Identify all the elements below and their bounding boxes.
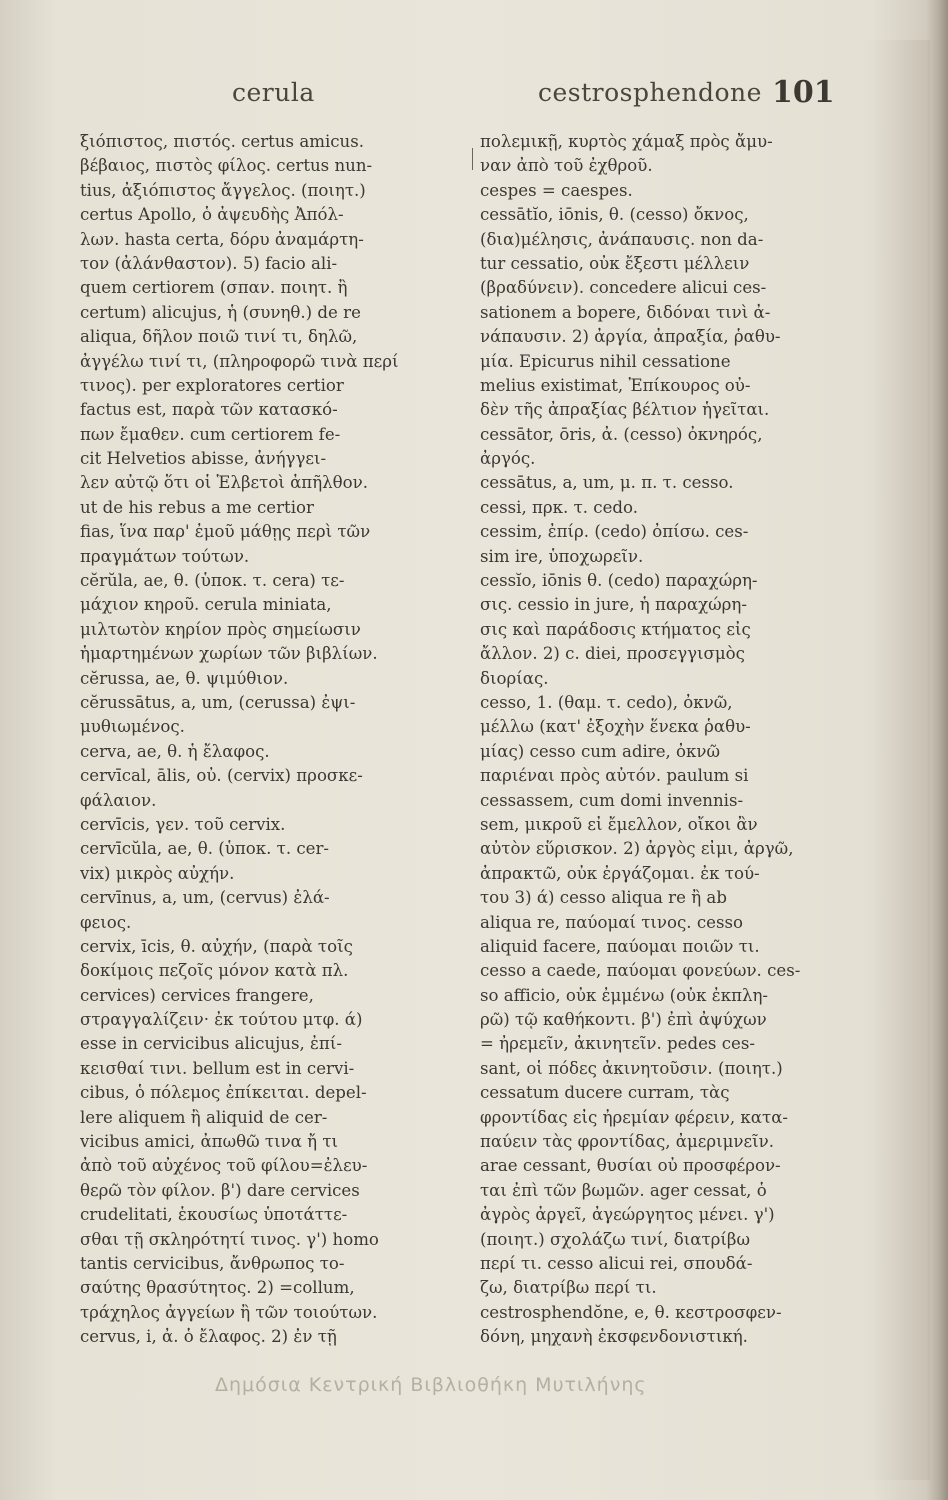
dictionary-line: ἡμαρτημένων χωρίων τῶν βιβλίων. [80,644,378,664]
dictionary-line: cesso a caede, παύομαι φονεύων. ces- [480,961,801,981]
dictionary-line: θερῶ τὸν φίλον. β') dare cervices [80,1180,360,1200]
dictionary-line: sim ire, ὑποχωρεῖν. [480,546,644,566]
dictionary-line: cervīcis, γεν. τοῦ cervix. [80,814,286,834]
dictionary-line: ut de his rebus a me certior [80,497,314,517]
dictionary-line: μία. Epicurus nihil cessatione [480,351,731,371]
left-column [80,130,468,1350]
dictionary-line: τινος). per exploratores certior [80,375,344,395]
header-guide-word-left: cerula [232,78,315,107]
dictionary-line: δὲν τῆς ἀπραξίας βέλτιον ἡγεῖται. [480,400,770,420]
dictionary-line: στραγγαλίζειν· ἐκ τούτου μτφ. ά) [80,1010,363,1030]
dictionary-line: cervus, i, ἀ. ὁ ἔλαφος. 2) ἐν τῇ [80,1327,337,1347]
dictionary-line: διορίας. [480,668,549,688]
column-divider [472,148,473,170]
dictionary-line: ρῶ) τῷ καθήκοντι. β') ἐπὶ ἀψύχων [480,1010,767,1030]
dictionary-line: sant, οἱ πόδες ἀκινητοῦσιν. (ποιητ.) [480,1058,783,1078]
dictionary-line: ἀπὸ τοῦ αὐχένος τοῦ φίλου=ἐλευ- [80,1156,368,1176]
dictionary-line: factus est, παρὰ τῶν κατασκό- [80,400,338,420]
dictionary-line: παριέναι πρὸς αὐτόν. paulum si [480,766,749,786]
dictionary-line: tius, ἀξιόπιστος ἄγγελος. (ποιητ.) [80,180,366,200]
dictionary-line: cervīcŭla, ae, θ. (ὑποκ. τ. cer- [80,839,330,859]
dictionary-line: cerva, ae, θ. ἡ ἔλαφος. [80,741,270,761]
dictionary-line: αὐτὸν εὕρισκον. 2) ἀργὸς εἰμι, ἀργῶ, [480,839,794,859]
dictionary-line: cĕrussātus, a, um, (cerussa) ἐψι- [80,692,356,712]
dictionary-line: φροντίδας εἰς ἠρεμίαν φέρειν, κατα- [480,1107,789,1127]
dictionary-line: ἀπρακτῶ, οὐκ ἐργάζομαι. ἐκ τού- [480,863,760,883]
dictionary-line: cervices) cervices frangere, [80,985,314,1005]
dictionary-line: cestrosphendŏne, e, θ. κεστροσφεν- [480,1302,782,1322]
dictionary-line: τράχηλος ἀγγείων ἢ τῶν τοιούτων. [80,1302,378,1322]
dictionary-line: cespes = caespes. [480,180,633,200]
dictionary-line: lere aliquem ἢ aliquid de cer- [80,1107,328,1127]
dictionary-line: (βραδύνειν). concedere alicui ces- [480,278,767,298]
dictionary-line: του 3) ά) cesso aliqua re ἢ ab [480,888,727,908]
dictionary-line: ξιόπιστος, πιστός. certus amicus. [80,132,365,151]
running-header [0,75,948,118]
dictionary-line: ται ἐπὶ τῶν βωμῶν. ager cessat, ὁ [480,1180,767,1200]
dictionary-line: τον (ἀλάνθαστον). 5) facio ali- [80,253,338,273]
dictionary-line: cibus, ὁ πόλεμος ἐπίκειται. depel- [80,1083,367,1103]
dictionary-line: ἀγρὸς ἀργεῖ, ἀγεώργητος μένει. γ') [480,1205,775,1225]
dictionary-line: certus Apollo, ὁ ἀψευδὴς Ἀπόλ- [80,205,344,225]
dictionary-line: crudelitati, ἑκουσίως ὑποτάττε- [80,1205,348,1225]
dictionary-line: cesso, 1. (θαμ. τ. cedo), ὀκνῶ, [480,692,733,712]
dictionary-line: cĕrŭla, ae, θ. (ὑποκ. τ. cera) τε- [80,571,345,591]
dictionary-line: fias, ἵνα παρ' ἐμοῦ μάθῃς περὶ τῶν [80,522,371,542]
dictionary-line: περί τι. cesso alicui rei, σπουδά- [480,1253,753,1273]
dictionary-line: βέβαιος, πιστὸς φίλος. certus nun- [80,156,373,176]
dictionary-line: cessātus, a, um, μ. π. τ. cesso. [480,473,734,493]
dictionary-line: aliqua, δῆλον ποιῶ τινί τι, δηλῶ, [80,327,358,347]
dictionary-line: cessatum ducere curram, τὰς [480,1083,730,1103]
dictionary-line: cervix, īcis, θ. αὐχήν, (παρὰ τοῖς [80,936,353,956]
dictionary-line: παύειν τὰς φροντίδας, ἀμεριμνεῖν. [480,1132,774,1152]
dictionary-line: μάχιον κηροῦ. cerula miniata, [80,595,332,615]
dictionary-line: ἄλλον. 2) c. diei, προσεγγισμὸς [480,644,745,664]
dictionary-line: cessim, ἐπίρ. (cedo) ὀπίσω. ces- [480,522,749,542]
dictionary-line: μίας) cesso cum adire, ὀκνῶ [480,741,721,761]
dictionary-line: cessātĭo, iōnis, θ. (cesso) ὄκνος, [480,205,749,225]
page-right-edge [926,0,948,1500]
dictionary-line: πολεμικῇ, κυρτὸς χάμαξ πρὸς ἄμυ- [480,132,773,151]
dictionary-line: vicibus amici, ἀπωθῶ τινα ἤ τι [80,1132,339,1152]
dictionary-line: σθαι τῇ σκληρότητί τινος. γ') homo [80,1229,379,1249]
dictionary-line: (ποιητ.) σχολάζω τινί, διατρίβω [480,1229,751,1249]
dictionary-line: certum) alicujus, ἡ (συνηθ.) de re [80,302,361,322]
dictionary-line: φάλαιον. [80,790,157,810]
dictionary-line: sationem a bopere, διδόναι τινὶ ἀ- [480,302,771,322]
page-number: 101 [772,75,835,110]
dictionary-line: μυθιωμένος. [80,717,185,737]
dictionary-line: λεν αὐτῷ ὅτι οἱ Ἑλβετοὶ ἀπῆλθον. [80,473,369,493]
dictionary-line: σις. cessio in jure, ἡ παραχώρη- [480,595,747,615]
dictionary-line: πων ἔμαθεν. cum certiorem fe- [80,424,341,444]
dictionary-line: (δια)μέλησις, ἀνάπαυσις. non da- [480,229,764,249]
dictionary-line: cessi, πρκ. τ. cedo. [480,497,639,517]
dictionary-line: πραγμάτων τούτων. [80,546,250,566]
dictionary-line: arae cessant, θυσίαι οὐ προσφέρον- [480,1156,781,1176]
dictionary-line: tantis cervicibus, ἄνθρωπος το- [80,1253,345,1273]
dictionary-line: φειος. [80,912,132,932]
dictionary-line: cervīnus, a, um, (cervus) ἐλά- [80,888,330,908]
dictionary-line: sem, μικροῦ εἰ ἔμελλον, οἴκοι ἂν [480,814,758,834]
dictionary-line: ναν ἀπὸ τοῦ ἐχθροῦ. [480,156,653,176]
dictionary-line: δοκίμοις πεζοῖς μόνον κατὰ πλ. [80,961,349,981]
right-column [480,130,850,1350]
dictionary-line: cit Helvetios abisse, ἀνήγγει- [80,449,327,469]
dictionary-line: aliquid facere, παύομαι ποιῶν τι. [480,936,760,956]
dictionary-line: σαύτης θρασύτητος. 2) =collum, [80,1278,355,1298]
dictionary-line: ζω, διατρίβω περί τι. [480,1278,657,1298]
dictionary-line: melius existimat, Ἐπίκουρος οὐ- [480,375,751,395]
header-guide-word-right: cestrosphendone [538,78,762,107]
dictionary-line: cessĭo, iōnis θ. (cedo) παραχώρη- [480,571,758,591]
dictionary-line: μέλλω (κατ' ἐξοχὴν ἕνεκα ῥαθυ- [480,717,751,737]
dictionary-line: tur cessatio, οὐκ ἔξεστι μέλλειν [480,253,750,273]
dictionary-line: esse in cervicibus alicujus, ἐπί- [80,1034,342,1054]
dictionary-line: aliqua re, παύομαί τινος. cesso [480,912,743,932]
dictionary-line: cessassem, cum domi invennis- [480,790,744,810]
dictionary-line: κεισθαί τινι. bellum est in cervi- [80,1058,355,1078]
page-edge-shadow [860,40,930,1480]
dictionary-line: νάπαυσιν. 2) ἀργία, ἀπραξία, ῥαθυ- [480,327,781,347]
dictionary-line: ἀργός. [480,449,536,469]
dictionary-line: quem certiorem (σπαν. ποιητ. ἢ [80,278,348,298]
dictionary-line: σις καὶ παράδοσις κτήματος εἰς [480,619,751,639]
dictionary-line: ἀγγέλω τινί τι, (πληροφορῶ τινὰ περί [80,351,399,371]
dictionary-line: so afficio, οὐκ ἐμμένω (οὐκ ἐκπλη- [480,985,769,1005]
dictionary-line: μιλτωτὸν κηρίον πρὸς σημείωσιν [80,619,361,639]
dictionary-line: cessātor, ōris, ἀ. (cesso) ὀκνηρός, [480,424,763,444]
dictionary-line: λων. hasta certa, δόρυ ἀναμάρτη- [80,229,364,249]
dictionary-line: cervīcal, ālis, οὐ. (cervix) προσκε- [80,766,363,786]
dictionary-line: = ἠρεμεῖν, ἀκινητεῖν. pedes ces- [480,1034,755,1054]
library-watermark: Δημόσια Κεντρική Βιβλιοθήκη Μυτιλήνης [215,1374,647,1396]
dictionary-line: δόνη, μηχανὴ ἐκσφενδονιστική. [480,1327,748,1347]
dictionary-line: cĕrussa, ae, θ. ψιμύθιον. [80,668,289,688]
dictionary-line: vix) μικρὸς αὐχήν. [80,863,235,883]
